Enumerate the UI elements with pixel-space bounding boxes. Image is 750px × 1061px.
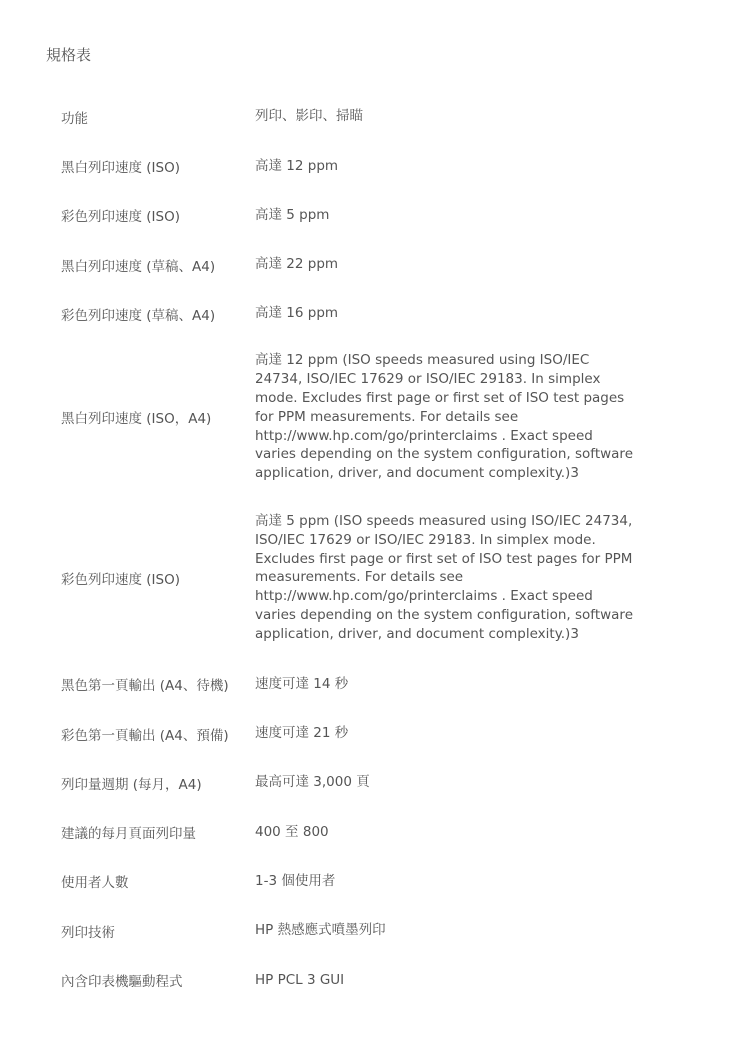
spec-label: 列印量週期 (每月，A4) [61, 776, 202, 793]
spec-label: 彩色列印速度 (ISO) [61, 209, 181, 226]
spec-value: 高達 12 ppm [255, 157, 339, 174]
spec-label: 黑白列印速度 (草稿、A4) [61, 258, 216, 275]
spec-row-print-technology [0, 906, 750, 955]
spec-label: 內含印表機驅動程式 [61, 974, 183, 991]
spec-label: 使用者人數 [61, 875, 129, 892]
spec-value: 高達 5 ppm (ISO speeds measured using ISO/IEC 24734, ISO/IEC 17629 or ISO/IEC 29183. In simplex mode. Excludes first page or first set of ISO test pages for PPM measurements. For details see http://www.hp.com/go/printerclaims . Exact speed varies depending on the system configuration, software application, driver, and document complexity.)3 [255, 513, 633, 642]
spec-value: 高達 22 ppm [255, 256, 339, 273]
spec-value: HP 熱感應式噴墨列印 [255, 922, 386, 939]
spec-label: 黑白列印速度 (ISO) [61, 159, 181, 176]
spec-value: 高達 12 ppm (ISO speeds measured using ISO/IEC 24734, ISO/IEC 17629 or ISO/IEC 29183. In simplex mode. Excludes first page or first set of ISO test pages for PPM measurements. For details see http://www.hp.com/go/printerclaims . Exact speed varies depending on the system configuration, software application, driver, and document complexity.)3 [255, 352, 633, 482]
spec-row-printer-driver [0, 955, 750, 1004]
spec-value: 速度可達 14 秒 [255, 675, 349, 692]
page-title: 規格表 [46, 46, 92, 64]
spec-value: 高達 5 ppm [255, 206, 330, 223]
spec-row-color-speed-iso-detail [0, 499, 750, 660]
spec-table [0, 92, 750, 1005]
spec-value: 高達 16 ppm [255, 305, 339, 322]
spec-label: 列印技術 [61, 924, 115, 941]
spec-value: 速度可達 21 秒 [255, 725, 349, 742]
spec-row-duty-cycle [0, 758, 750, 807]
spec-row-color-speed-iso [0, 191, 750, 240]
spec-row-color-first-page [0, 709, 750, 758]
spec-row-mono-speed-iso-a4 [0, 338, 750, 499]
spec-row-function [0, 92, 750, 141]
spec-label: 彩色第一頁輸出 (A4、預備) [61, 727, 229, 744]
spec-row-mono-first-page [0, 660, 750, 709]
spec-label: 彩色列印速度 (ISO) [61, 571, 181, 588]
spec-label: 功能 [61, 110, 88, 127]
spec-row-mono-speed-iso [0, 141, 750, 190]
spec-label: 建議的每月頁面列印量 [61, 826, 196, 843]
spec-label: 黑色第一頁輸出 (A4、待機) [61, 678, 229, 695]
spec-value: 最高可達 3,000 頁 [255, 774, 370, 791]
spec-label: 彩色列印速度 (草稿、A4) [61, 307, 216, 324]
spec-label: 黑白列印速度 (ISO，A4) [61, 411, 212, 428]
spec-value: 列印、影印、掃瞄 [255, 108, 363, 125]
spec-row-users [0, 857, 750, 906]
spec-value: HP PCL 3 GUI [255, 971, 345, 988]
spec-value: 1-3 個使用者 [255, 873, 336, 890]
spec-row-recommended-volume [0, 808, 750, 857]
spec-value: 400 至 800 [255, 823, 329, 840]
spec-row-mono-speed-draft [0, 240, 750, 289]
spec-row-color-speed-draft [0, 289, 750, 338]
